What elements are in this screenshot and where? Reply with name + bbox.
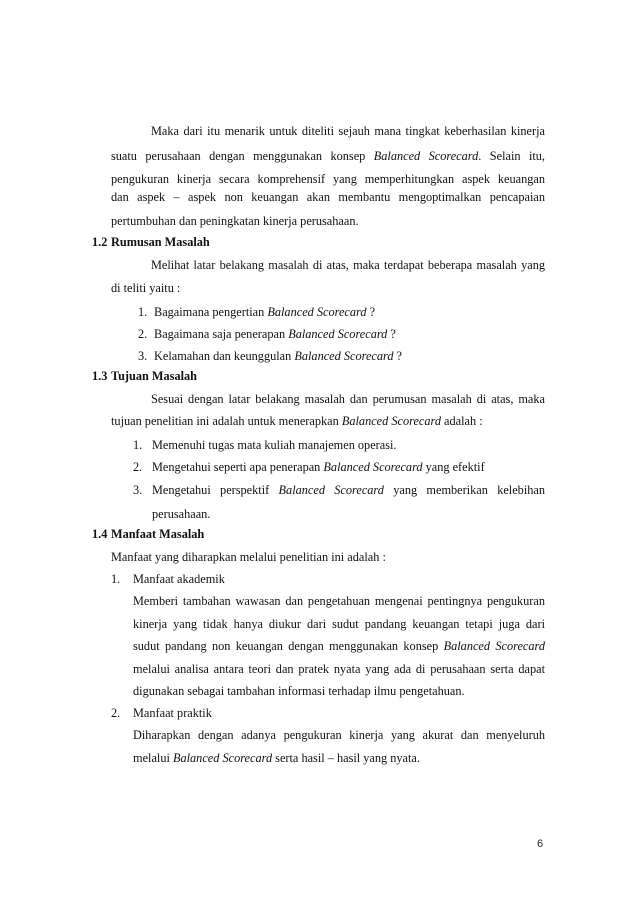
intro-line-2-italic: Balanced Scorecard [373, 149, 479, 163]
s14-item-1-line-5: digunakan sebagai tambahan informasi terhadap ilmu pengetahuan. [133, 684, 465, 698]
intro-line-3: pengukuran kinerja secara komprehensif yang memperhitungkan aspek keuangan [111, 172, 545, 186]
section-1-2-number: 1.2 [92, 235, 108, 249]
s14-item-2-line-1: Diharapkan dengan adanya pengukuran kinerja yang akurat dan menyeluruh [133, 728, 545, 742]
s13-item-2 [152, 460, 485, 474]
s14-item-1-title: Manfaat akademik [133, 572, 225, 586]
s14-item-2-line-2-italic: Balanced Scorecard [172, 751, 273, 765]
intro-line-2-b: . Selain itu, [478, 149, 545, 163]
s14-item-1-line-3-a: sudut pandang non keuangan dengan menggunakan konsep [133, 639, 444, 653]
intro-line-5: pertumbuhan dan peningkatan kinerja perusahaan. [111, 214, 359, 228]
s14-item-2-line-2 [133, 751, 420, 765]
section-1-3-title: Tujuan Masalah [111, 369, 197, 383]
section-1-2-title: Rumusan Masalah [111, 235, 210, 249]
s12-item-3-number: 3. [138, 349, 148, 363]
s14-item-1-line-1: Memberi tambahan wawasan dan pengetahuan mengenai pentingnya pengukuran [133, 594, 545, 608]
s12-para-line-2: di teliti yaitu : [111, 281, 181, 295]
intro-line-2 [111, 149, 545, 163]
s14-item-1-line-2: kinerja yang tidak hanya diukur dari sudut pandang keuangan tetapi juga dari [133, 617, 545, 631]
s14-item-1-line-3 [133, 639, 545, 653]
section-1-4-title: Manfaat Masalah [111, 527, 205, 541]
s13-para-line-1: Sesuai dengan latar belakang masalah dan perumusan masalah di atas, maka [151, 392, 545, 406]
s12-item-3-italic: Balanced Scorecard [294, 349, 394, 363]
s12-item-3-a: Kelamahan dan keunggulan [154, 349, 295, 363]
s14-item-2-title: Manfaat praktik [133, 706, 212, 720]
s13-item-2-b: yang efektif [422, 460, 485, 474]
s14-item-1-number: 1. [111, 572, 121, 586]
page-number: 6 [537, 838, 544, 850]
s12-item-2-number: 2. [138, 327, 148, 341]
s13-para-line-2-b: adalah : [440, 414, 483, 428]
s13-item-3-b: yang memberikan kelebihan [383, 483, 545, 497]
intro-line-2-a: suatu perusahaan dengan menggunakan konsep [111, 149, 374, 163]
s12-item-1 [154, 305, 375, 319]
s12-para-line-1: Melihat latar belakang masalah di atas, maka terdapat beberapa masalah yang [151, 258, 545, 272]
s13-para-line-2 [111, 414, 483, 428]
s13-item-2-a: Mengetahui seperti apa penerapan [152, 460, 324, 474]
s13-item-2-italic: Balanced Scorecard [323, 460, 423, 474]
s14-item-2-line-2-a: melalui [133, 751, 173, 765]
s14-item-2-line-2-b: serta hasil – hasil yang nyata. [272, 751, 420, 765]
s12-item-1-italic: Balanced Scorecard [267, 305, 367, 319]
s12-item-2-a: Bagaimana saja penerapan [154, 327, 289, 341]
s13-item-3-italic: Balanced Scorecard [278, 483, 384, 497]
s13-item-3 [152, 483, 545, 497]
s12-item-3-b: ? [393, 349, 403, 363]
s12-item-1-a: Bagaimana pengertian [154, 305, 268, 319]
s14-item-1-line-4: melalui analisa antara teori dan pratek nyata yang ada di perusahaan serta dapat [133, 662, 545, 676]
s12-item-3 [154, 349, 402, 363]
s13-item-1: Memenuhi tugas mata kuliah manajemen operasi. [152, 438, 397, 452]
section-1-4-number: 1.4 [92, 527, 108, 541]
s13-item-2-number: 2. [133, 460, 143, 474]
intro-line-1: Maka dari itu menarik untuk diteliti sejauh mana tingkat keberhasilan kinerja [151, 124, 545, 138]
s13-item-3-a: Mengetahui perspektif [152, 483, 279, 497]
s12-item-2-italic: Balanced Scorecard [288, 327, 388, 341]
s13-item-1-number: 1. [133, 438, 143, 452]
s13-item-3-number: 3. [133, 483, 143, 497]
section-1-3-number: 1.3 [92, 369, 108, 383]
s12-item-1-b: ? [366, 305, 376, 319]
s14-para: Manfaat yang diharapkan melalui penelitian ini adalah : [111, 550, 386, 564]
s13-para-line-2-italic: Balanced Scorecard [341, 414, 441, 428]
s12-item-2 [154, 327, 396, 341]
s12-item-1-number: 1. [138, 305, 148, 319]
s14-item-1-line-3-italic: Balanced Scorecard [443, 639, 545, 653]
s13-para-line-2-a: tujuan penelitian ini adalah untuk menerapkan [111, 414, 342, 428]
s14-item-2-number: 2. [111, 706, 121, 720]
s12-item-2-b: ? [387, 327, 396, 341]
s13-item-3-cont: perusahaan. [152, 507, 211, 521]
intro-line-4: dan aspek – aspek non keuangan akan membantu mengoptimalkan pencapaian [111, 190, 545, 204]
